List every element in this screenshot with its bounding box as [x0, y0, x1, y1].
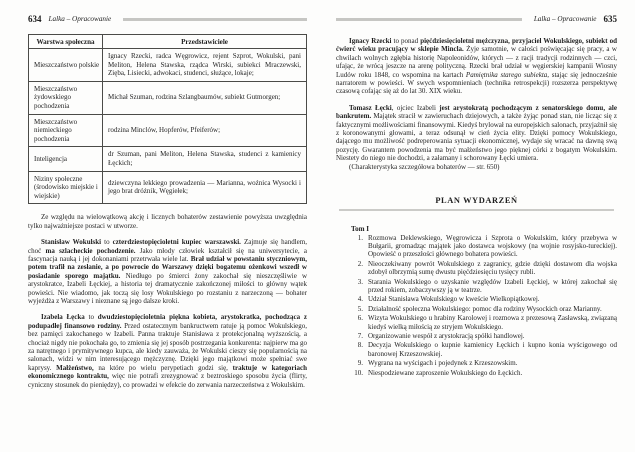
text-run: Przed ostatecznym bankructwem ratuje ją pomoc Wokulskiego, bez pamięci zakochanego w Izabeli. Panna traktuje Stanisława z protekcjonalną wyższością, a chociaż nigdy nie pokochała go, to zmienia się jej sposób postrzegania konkurenta: najpierw ma go za natrętnego i prymitywnego kupca, ale kiedy zauważa, że Wokulski cieszy się popularnością na salonach, widzi w nim interesującego mężczyznę. Dzięki jego majątkowi może spełniać swe kaprysy. — [28, 321, 308, 372]
events-list — [336, 234, 617, 378]
header-rule-left — [123, 18, 307, 21]
text-run: na które po wielu perypetiach godzi się, — [93, 363, 233, 372]
event-item: Rozmowa Deklewskiego, Węgrowicza i Szprota o Wokulskim, który przebywa w Bułgarii, gromadząc majątek jako dostawca wojskowy (na wojnie rosyjsko-tureckiej). Opowieść o przeszłości głównego bohatera powieści. — [368, 233, 617, 259]
lecki-paragraph — [336, 104, 617, 163]
section-title-plan-wydarzen: PLAN WYDARZEŃ — [435, 196, 518, 206]
text-run: Ignacy Rzecki — [349, 37, 392, 45]
table-row — [29, 114, 307, 147]
page-635 — [336, 14, 617, 377]
representatives-cell: Ignacy Rzecki, radca Węgrowicz, rejent Szprot, Wokulski, pani Meliton, Helena Stawska, rządca Wirski, subiekci Mraczewski, Zięba, Lisiecki, adwokaci, studenci, służące, lokaje; — [103, 49, 307, 82]
volume-label: Tom I — [351, 224, 370, 233]
event-item: Wygrana na wyścigach i pojedynek z Krzeszowskim. — [368, 359, 518, 368]
text-run: pięćdziesięcioletni mężczyzna, przyjaciel Wokulskiego, subiekt od ćwierć wieku pracujący w sklepie Mincla. — [336, 37, 617, 54]
stratum-cell: Mieszczaństwo niemieckiego pochodzenia — [29, 114, 103, 147]
wokulski-paragraph — [28, 238, 307, 305]
page-header-left — [28, 14, 307, 25]
stratum-cell: Mieszczaństwo polskie — [29, 49, 103, 82]
table-row — [29, 147, 307, 171]
text-run: Niedługo po śmierci żony zakochał się nieszczęśliwie w arystokratce, Izabeli Łęckiej, a historia tej dramatycznie zakończonej miłości to główny wątek powieści. Nie wiadomo, jak toczą się losy Wokulskiego po rozstaniu z narzeczoną — bohater wyjeżdża z Warszawy i nieznane są jego dalsze kroki. — [28, 271, 308, 305]
representatives-cell: dziewczyna lekkiego prowadzenia — Marianna, woźnica Wysocki i jego brat dróżnik, Węgiełek; — [103, 171, 307, 204]
text-run: , stając się jednocześnie narratorem w powieści. W swych wspomnieniach (technika retrospekcji) rozszerza perspektywę czasową cofając się aż do lat 30. XIX wieku. — [336, 70, 617, 96]
table-row — [29, 49, 307, 82]
running-title-right: Lalka – Opracowanie — [533, 15, 597, 23]
text-run: Brał udział w powstaniu styczniowym, potem trafił na zesłanie, a po powrocie do Warszawy dzięki bogatemu ożenkowi wszedł w posiadanie sporego majątku. — [28, 254, 307, 280]
text-run: Jako młody człowiek kształcił się na uniwersytecie, a fascynacja nauką i jej dokonaniami przetrwała wiele lat. — [28, 246, 307, 263]
text-run: Żyje samotnie, w całości poświęcając się pracy, a w chwilach wolnych zgłębia historię Napoleonidów, których — z racji tradycji rodzinnych — czci, ufając, że wrócą jeszcze na arenę polityczną. Rzecki brał udział w węgierskiej kampanii Wiosny Ludów roku 1848, co wspomina na kartach — [336, 45, 617, 79]
text-run: Małżeństwo, — [56, 363, 94, 372]
page-634 — [28, 14, 307, 389]
page-number-left: 634 — [28, 14, 42, 24]
text-run: to — [84, 313, 98, 322]
table-note-paragraph: Ze względu na wielowątkową akcję i licznych bohaterów zestawienie powyższa uwzględnia tylko najważniejsze postaci w utworze. — [28, 213, 307, 230]
column-header-representatives: Przedstawiciele — [103, 35, 307, 49]
stratum-cell: Mieszczaństwo żydowskiego pochodzenia — [29, 81, 103, 114]
event-item: Udział Stanisława Wokulskiego w kweście Wielkopiątkowej. — [368, 295, 540, 304]
event-item: Działalność społeczna Wokulskiego: pomoc dla rodziny Wysockich oraz Marianny. — [368, 304, 602, 313]
event-item: Nieoczekiwany powrót Wokulskiego z zagranicy, gdzie dzięki dostawom dla wojska zdobył olbrzymią sumę dwustu pięćdziesięciu tysięcy rubli. — [368, 259, 617, 277]
lecka-paragraph — [28, 313, 307, 389]
page-number-right: 635 — [603, 14, 617, 24]
event-item: Wizyta Wokulskiego u hrabiny Karolowej i rozmowa z prezesową Zasławską, związaną kiedyś wielką miłością ze stryjem Wokulskiego. — [368, 314, 617, 331]
event-item: Starania Wokulskiego o uzyskanie względów Izabeli Łęckiej, w której zakochał się przed rokiem, zobaczywszy ją w teatrze. — [368, 277, 617, 295]
characteristics-reference: (Charakterystyka szczegółowa bohaterów — str. 650) — [349, 162, 500, 171]
page-header-right — [336, 14, 617, 25]
stratum-cell: Niziny społeczne (środowisko miejskie i wiejskie) — [29, 171, 103, 204]
section-title-rule — [339, 209, 614, 211]
text-run: to — [101, 238, 113, 247]
representatives-cell: Michał Szuman, rodzina Szlangbaumów, subiekt Gutmorgen; — [103, 81, 307, 114]
event-item: Decyzja Wokulskiego o kupnie kamienicy Łęckich i kupno konia wyścigowego od baronowej Krzeszowskiej. — [368, 341, 617, 358]
text-run: więc nie potrafi zrezygnować z beztroskiego sposobu życia (flirty, cyniczny stosunek do pieniędzy), co prowadzi w efekcie do zerwania narzeczeństwa z Wokulskim. — [28, 372, 307, 389]
social-strata-table — [28, 34, 307, 204]
text-run: Majątek stracił w zawieruchach dziejowych, a także żyjąc ponad stan, nie licząc się z faktycznymi możliwościami finansowymi. Kiedyś brylował na europejskich salonach, przyjaźnił się z koronowanymi głowami, a teraz odsunął w cień życia elity. Dzięki pomocy Wokulskiego, dającego mu możliwość podreperowania sytuacji ekonomicznej, wydaje się wracać na dawną swą pozycję. Gwarantem powodzenia ma być małżeństwo jego pięknej córki z bogatym Wokulskim. Niestety do niego nie dochodzi, a załamany i schorowany Łęcki umiera. — [336, 112, 617, 163]
table-row — [29, 81, 307, 114]
text-run: Zajmuje się handlem, choć — [28, 238, 307, 255]
running-title-left: Lalka – Opracowanie — [48, 15, 112, 23]
text-run: jest arystokratą pochodzącym z senatorskiego domu, ale bankrutem. — [336, 103, 617, 121]
column-header-stratum: Warstwa społeczna — [29, 35, 103, 49]
representatives-cell: dr Szuman, pani Meliton, Helena Stawska, studenci z kamienicy Łęckich; — [103, 147, 307, 171]
text-run: Izabela Łęcka — [41, 313, 85, 322]
text-run: dwudziestopięcioletnia piękna kobieta, arystokratka, pochodząca z podupadłej finansowo rodziny. — [28, 313, 307, 330]
text-run: ma szlacheckie pochodzenie. — [45, 246, 136, 255]
rzecki-paragraph — [336, 37, 617, 96]
header-rule-right — [336, 18, 522, 21]
table-header-row — [29, 35, 307, 49]
text-run: Pamiętnika starego subiekta — [465, 70, 548, 79]
table-body — [29, 49, 307, 204]
text-run: to ponad — [391, 37, 421, 45]
event-item: Niespodziewane zaproszenie Wokulskiego do Łęckich. — [368, 368, 523, 377]
stratum-cell: Inteligencja — [29, 147, 103, 171]
text-run: traktuje w kategoriach ekonomicznego kontraktu, — [28, 363, 307, 381]
text-run: czterdziestopięcioletni kupiec warszawski. — [112, 238, 241, 247]
text-run: Stanisław Wokulski — [41, 238, 102, 247]
table-row — [29, 171, 307, 204]
text-run: Tomasz Łęcki — [349, 103, 392, 112]
event-item: Organizowanie wespół z arystokracją spółki handlowej. — [368, 332, 525, 341]
representatives-cell: rodzina Minclów, Hopferów, Pfeiferów; — [103, 114, 307, 147]
text-run: , ojciec Izabeli — [391, 103, 440, 112]
